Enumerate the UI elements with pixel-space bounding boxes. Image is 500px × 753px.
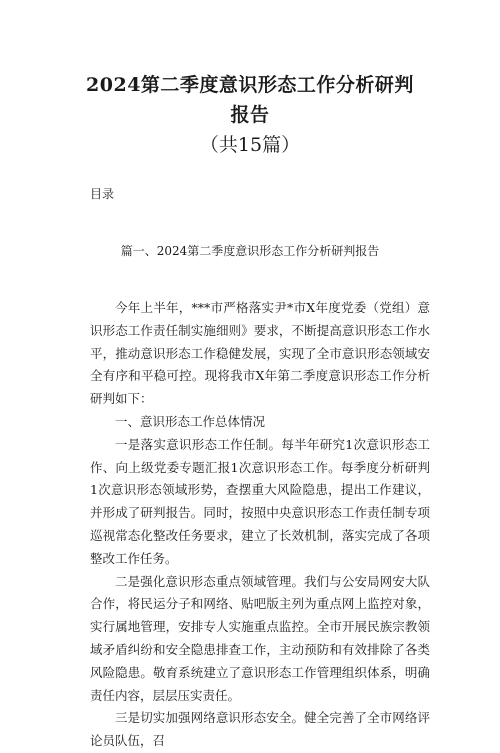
body-paragraph: 二是强化意识形态重点领域管理。我们与公安局网安大队合作，将民运分子和网络、贴吧版主列为重点网上监控对象，实行属地管理，安排专人实施重点监控。全市开展民族宗教领域矛盾纠纷和安全隐患排查工作，主动预防和有效排除了各类风险隐患。敬育系统建立了意识形态工作管理组织体系，明确责任内容，层层压实责任。 — [90, 573, 430, 703]
document-title: 2024第二季度意识形态工作分析研判报告 — [86, 74, 414, 126]
table-of-contents-label: 目录 — [90, 187, 115, 201]
body-paragraph: 一是落实意识形态工作任制。每半年研究1次意识形态工作、向上级党委专题汇报1次意识形态工作。每季度分析研判1次意识形态领域形势，查摆重大风险隐患，提出工作建议，并形成了研判报告。同时，按照中央意识形态工作责任制专项巡视常态化整改任务要求，建立了长效机制，落实完成了各项整改工作任务。 — [90, 436, 430, 566]
subsection-heading: 一、意识形态工作总体情况 — [115, 413, 266, 429]
document-subtitle: （共15篇） — [199, 134, 301, 156]
document-body — [90, 297, 430, 753]
body-paragraph: 三是切实加强网络意识形态安全。健全完善了全市网络评论员队伍，召 — [90, 710, 430, 749]
section-heading: 篇一、2024第二季度意识形态工作分析研判报告 — [120, 244, 380, 258]
intro-paragraph: 今年上半年，***市严格落实尹*市X年度党委（党组）意识形态工作责任制实施细则》要求，不断提高意识形态工作水平，推动意识形态工作稳健发展，实现了全市意识形态领域安全有序和平稳可控。现将我市X年第二季度意识形态工作分析研判如下： — [90, 300, 430, 407]
